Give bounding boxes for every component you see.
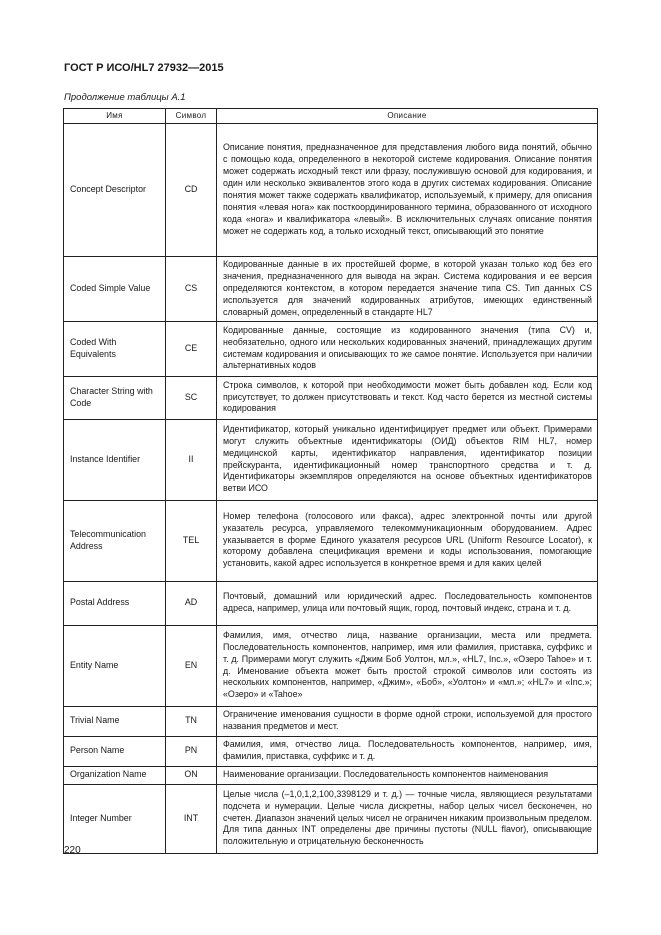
row-name: Trivial Name: [64, 706, 166, 736]
table-row: [64, 784, 598, 853]
row-description: Строка символов, к которой при необходимости может быть добавлен код. Если код присутствует, то должен присутствовать и текст. Код часто берется из местной системы кодирования: [217, 376, 598, 419]
page-number: 220: [64, 845, 81, 856]
row-description: Целые числа (–1,0,1,2,100,3398129 и т. д.) — точные числа, являющиеся результатами подсчета и нумерации. Целые числа дискретны, набор целых чисел бесконечен, но счетен. Диапазон значений целых чисел не ограничен никаким произвольным пределом. Для типа данных INT определены две причины пустоты (NULL flavor), описывающие положительную и отрицательную бесконечность: [217, 784, 598, 853]
table-row: [64, 419, 598, 500]
row-symbol: II: [166, 419, 217, 500]
table-row: [64, 500, 598, 581]
row-description: Кодированные данные в их простейшей форме, в которой указан только код без его значения, предназначенного для вывода на экран. Система кодирования и ее версия определяются контекстом, в котором передается значение типа CS. Тип данных CS используется для значений кодированных атрибутов, имеющих единственный словарный домен, определенный в стандарте HL7: [217, 257, 598, 322]
table-row: [64, 257, 598, 322]
row-symbol: ON: [166, 766, 217, 784]
row-name: Postal Address: [64, 581, 166, 625]
row-name: Telecommunication Address: [64, 500, 166, 581]
row-description: Кодированные данные, состоящие из кодированного значения (типа CV) и, необязательно, одного или нескольких кодированных значений, принадлежащих другим системам кодирования и описывающих то же самое понятие. Используется при наличии альтернативных кодов: [217, 321, 598, 376]
row-name: Organization Name: [64, 766, 166, 784]
row-name: Person Name: [64, 736, 166, 766]
table-row: [64, 706, 598, 736]
data-types-table: [63, 108, 598, 854]
row-symbol: INT: [166, 784, 217, 853]
table-header-row: [64, 109, 598, 124]
table-caption: Продолжение таблицы А.1: [64, 92, 186, 103]
row-name: Concept Descriptor: [64, 124, 166, 257]
column-header-symbol: Символ: [166, 109, 217, 124]
row-name: Coded With Equivalents: [64, 321, 166, 376]
table-row: [64, 581, 598, 625]
row-symbol: PN: [166, 736, 217, 766]
row-symbol: EN: [166, 625, 217, 706]
row-symbol: TN: [166, 706, 217, 736]
row-symbol: AD: [166, 581, 217, 625]
row-description: Фамилия, имя, отчество лица, название организации, места или предмета. Последовательность компонентов, например, имя или фамилия, приставка, суффикс и т. д. Примерами могут служить «Джим Боб Уолтон, мл.», «HL7, Inc.», «Озеро Tahoe» и т. д. Именование объекта может быть простой строкой символов или состоять из нескольких компонентов, например, «Джим», «Боб», «Уолтон» и «мл.»; «HL7» и «Inc.»; «Озеро» и «Tahoe»: [217, 625, 598, 706]
row-symbol: CS: [166, 257, 217, 322]
row-name: Entity Name: [64, 625, 166, 706]
row-name: Coded Simple Value: [64, 257, 166, 322]
row-description: Фамилия, имя, отчество лица. Последовательность компонентов, например, имя, фамилия, приставка, суффикс и т. д.: [217, 736, 598, 766]
row-symbol: CE: [166, 321, 217, 376]
row-symbol: TEL: [166, 500, 217, 581]
row-description: Почтовый, домашний или юридический адрес. Последовательность компонентов адреса, например, улица или почтовый ящик, город, почтовый индекс, страна и т. д.: [217, 581, 598, 625]
row-symbol: SC: [166, 376, 217, 419]
row-name: Character String with Code: [64, 376, 166, 419]
document-header: ГОСТ Р ИСО/HL7 27932—2015: [64, 62, 224, 74]
row-name: Integer Number: [64, 784, 166, 853]
row-description: Номер телефона (голосового или факса), адрес электронной почты или другой указатель ресурса, управляемого телекоммуникационным оборудованием. Адрес указывается в форме Единого указателя ресурсов URL (Uniform Resource Locator), к которому добавлена спецификация времени и коды использования, помогающие установить, какой адрес используется в конкретное время и для каких целей: [217, 500, 598, 581]
row-name: Instance Identifier: [64, 419, 166, 500]
row-description: Ограничение именования сущности в форме одной строки, используемой для простого названия предметов и мест.: [217, 706, 598, 736]
column-header-name: Имя: [64, 109, 166, 124]
row-description: Описание понятия, предназначенное для представления любого вида понятий, обычно с помощью кода, определенного в некоторой системе кодирования. Описание понятия может содержать исходный текст или фразу, послужившую основой для кодирования, и один или несколько эквивалентов этого кода в других системах кодирования. Описание понятия может также содержать квалификатор, используемый, к примеру, для описания понятия «левая нога» как посткоординированного термина, образованного от исходного кода «нога» и квалификатора «левый». В исключительных случаях описание понятия может не содержать код, а только исходный текст, описывающий это понятие: [217, 124, 598, 257]
table-row: [64, 321, 598, 376]
column-header-description: Описание: [217, 109, 598, 124]
table-row: [64, 625, 598, 706]
row-symbol: CD: [166, 124, 217, 257]
table-row: [64, 124, 598, 257]
table-row: [64, 736, 598, 766]
row-description: Наименование организации. Последовательность компонентов наименования: [217, 766, 598, 784]
table-row: [64, 766, 598, 784]
row-description: Идентификатор, который уникально идентифицирует предмет или объект. Примерами могут служить объектные идентификаторы (ОИД) объектов RIM HL7, номер медицинской карты, идентификатор направления, идентификатор позиции прейскуранта, идентификационный номер транспортного средства и т. д. Идентификаторы экземпляров определяются на основе объектных идентификаторов ветви ИСО: [217, 419, 598, 500]
table-row: [64, 376, 598, 419]
